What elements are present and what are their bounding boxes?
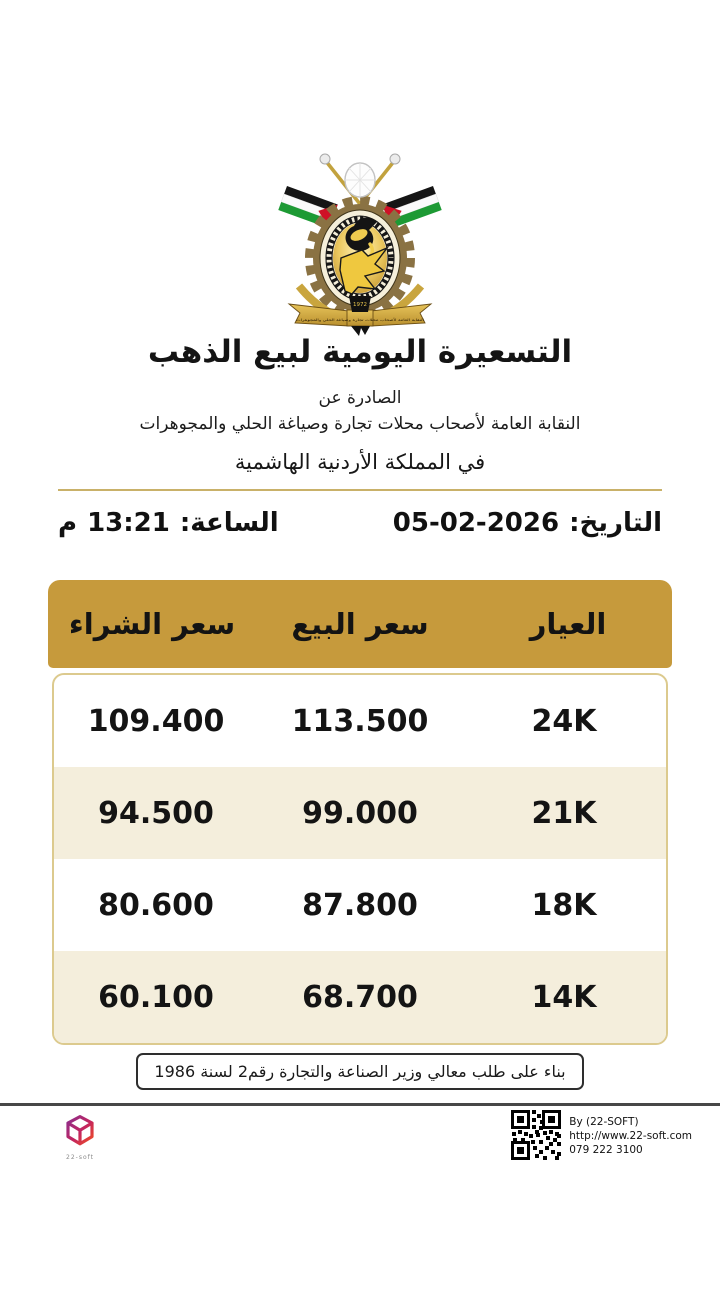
sell-price-value: 113.500 <box>291 703 429 739</box>
ribbon-text: النقابة العامة لأصحاب محلات تجارة وصياغة الحلي والمجوهرات <box>296 318 390 322</box>
qr-finder-icon <box>517 1116 524 1123</box>
pearl-sphere <box>345 163 375 197</box>
credit-line-3: 079 222 3100 <box>569 1144 643 1156</box>
credit-block <box>510 1109 692 1161</box>
karat-value: 14K <box>531 979 597 1015</box>
brand-logo-block <box>60 1113 100 1161</box>
header-buy-price: سعر الشراء <box>68 607 236 641</box>
credit-line-2: http://www.22-soft.com <box>569 1130 692 1142</box>
qr-finder-icon <box>517 1147 524 1154</box>
date-group <box>393 508 662 538</box>
table-row-21k <box>54 767 666 859</box>
gold-divider <box>58 489 662 491</box>
buy-price-value: 94.500 <box>98 795 214 831</box>
time-group <box>58 508 279 538</box>
time-label: الساعة: <box>179 508 279 538</box>
time-value: 13:21 <box>87 508 170 538</box>
issued-by-line1: الصادرة عن <box>318 388 402 408</box>
date-value: 05-02-2026 <box>392 508 560 538</box>
page-title: التسعيرة اليومية لبيع الذهب <box>147 334 573 370</box>
table-row-18k <box>54 859 666 951</box>
time-suffix: م <box>58 508 78 538</box>
header-karat: العيار <box>529 607 607 641</box>
qr-finder-icon <box>548 1116 555 1123</box>
issued-by-line3: في المملكة الأردنية الهاشمية <box>234 450 486 474</box>
qr-modules <box>510 1109 514 1113</box>
brand-caption: 22-soft <box>66 1154 94 1161</box>
issued-by-line2: النقابة العامة لأصحاب محلات تجارة وصياغة الحلي والمجوهرات <box>139 414 581 434</box>
karat-value: 18K <box>531 887 597 923</box>
footer-divider <box>0 1103 720 1106</box>
credit-line-1: By (22-SOFT) <box>569 1116 639 1128</box>
karat-value: 24K <box>531 703 597 739</box>
buy-price-value: 80.600 <box>98 887 214 923</box>
datetime-row <box>58 508 662 538</box>
sell-price-value: 87.800 <box>302 887 418 923</box>
credit-text <box>569 1109 692 1157</box>
table-row-24k <box>54 675 666 767</box>
emblem-year: 1972 <box>353 302 367 308</box>
ministerial-note: بناء على طلب معالي وزير الصناعة والتجارة رقم2 لسنة 1986 <box>136 1053 583 1090</box>
date-label: التاريخ: <box>569 508 662 538</box>
sell-price-value: 68.700 <box>302 979 418 1015</box>
qr-code <box>510 1109 562 1161</box>
header-sell-price: سعر البيع <box>291 607 429 641</box>
karat-value: 21K <box>531 795 597 831</box>
footer <box>0 1107 720 1167</box>
buy-price-value: 109.400 <box>87 703 225 739</box>
table-row-14k <box>54 951 666 1043</box>
syndicate-emblem-logo <box>275 146 445 336</box>
buy-price-value: 60.100 <box>98 979 214 1015</box>
price-table-header <box>48 580 672 668</box>
price-table-body <box>52 673 668 1045</box>
cube-logo-icon <box>64 1113 96 1149</box>
sell-price-value: 99.000 <box>302 795 418 831</box>
note-wrap <box>0 1053 720 1090</box>
